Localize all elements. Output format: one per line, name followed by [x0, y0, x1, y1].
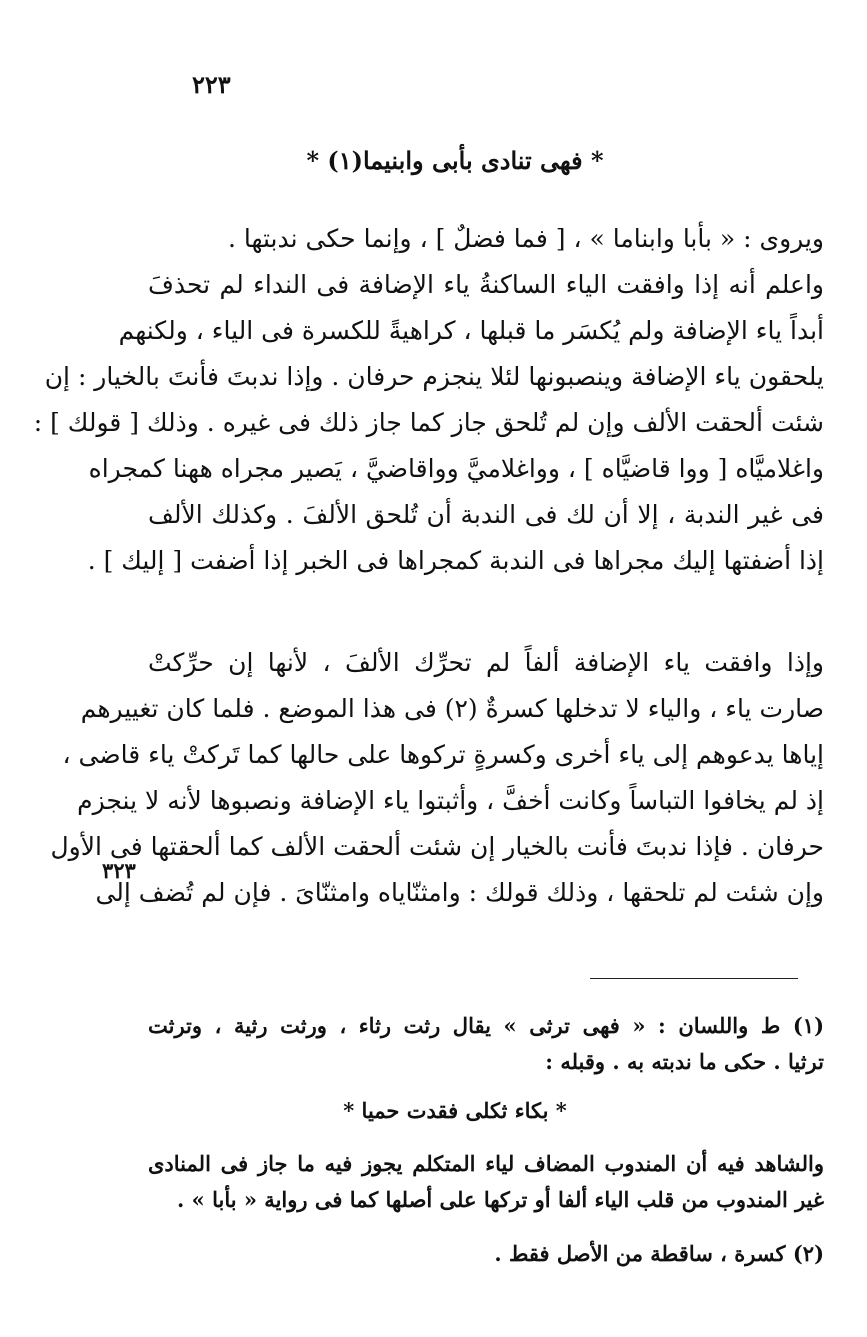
text-line: واغلاميَّاه [ ووا قاضيَّاه ] ، وواغلاميَّ وواقاضيَّ ، يَصير مجراه ههنا كمجراه — [88, 454, 824, 483]
text-line: إياها يدعوهم إلى ياء أخرى وكسرةٍ تركوها على حالها كما تَركتْ ياء قاضى ، — [62, 740, 824, 769]
text-line: وإذا وافقت ياء الإضافة ألفاً لم تحرِّك الألفَ ، لأنها إن حرِّكتْ — [148, 648, 824, 677]
footnote-line: غير المندوب من قلب الياء ألفا أو تركها على أصلها كما فى رواية « بأبا » . — [177, 1187, 824, 1212]
footnote-1 — [148, 1008, 824, 1080]
footnote-verse: * بكاء ثكلى فقدت حميا * — [343, 1098, 567, 1123]
footnote-line: (٢) كسرة ، ساقطة من الأصل فقط . — [494, 1241, 824, 1266]
paragraph-1 — [33, 216, 824, 584]
text-line: أبداً ياء الإضافة ولم يُكسَر ما قبلها ، كراهيةً للكسرة فى الياء ، ولكنهم — [118, 316, 824, 345]
text-line: فى غير الندبة ، إلا أن لك فى الندبة أن تُلحق الألفَ . وكذلك الألف — [148, 500, 824, 529]
footnote-line: ترثيا . حكى ما ندبته به . وقبله : — [545, 1049, 824, 1074]
page-number: ٢٢٣ — [192, 70, 231, 99]
text-line: واعلم أنه إذا وافقت الياء الساكنةُ ياء الإضافة فى النداء لم تحذفَ — [148, 270, 824, 299]
text-line: شئت ألحقت الألف وإن لم تُلحق جاز كما جاز ذلك فى غيره . وذلك [ قولك ] : — [33, 408, 824, 437]
text-line: يلحقون ياء الإضافة وينصبونها لئلا ينجزم حرفان . وإذا ندبتَ فأنتَ بالخيار : إن — [44, 362, 824, 391]
text-line: حرفان . فإذا ندبتَ فأنت بالخيار إن شئت ألحقت الألف كما ألحقتها فى الأول — [50, 832, 824, 861]
text-line: ويروى : « بأبا وابناما » ، [ فما فضلٌ ] ، وإنما حكى ندبتها . — [227, 224, 824, 253]
text-line: صارت ياء ، والياء لا تدخلها كسرةٌ (٢) فى هذا الموضع . فلما كان تغييرهم — [80, 694, 824, 723]
footnote-line: (١) ط واللسان : « فهى ترثى » يقال رثت رثاء ، ورثت رثية ، وترثت — [148, 1013, 824, 1038]
text-line: وإن شئت لم تلحقها ، وذلك قولك : وامثنّاياه وامثنّاىَ . فإن لم تُضف إلى — [95, 878, 824, 907]
text-line: إذا أضفتها إليك مجراها فى الندبة كمجراها فى الخبر إذا أضفت [ إليك ] . — [87, 546, 824, 575]
text-line: إذ لم يخافوا التباساً وكانت أخفَّ ، وأثبتوا ياء الإضافة ونصبوها لأنه لا ينجزم — [77, 786, 824, 815]
margin-page-number: ٣٢٣ — [102, 858, 136, 883]
footnote-divider — [590, 978, 798, 979]
footnote-2 — [148, 1236, 824, 1272]
footnote-line: والشاهد فيه أن المندوب المضاف لياء المتكلم يجوز فيه ما جاز فى المنادى — [148, 1151, 824, 1176]
footnote-1-continued — [148, 1146, 824, 1218]
verse-heading: * فهى تنادى بأبى وابنيما(١) * — [306, 146, 604, 175]
